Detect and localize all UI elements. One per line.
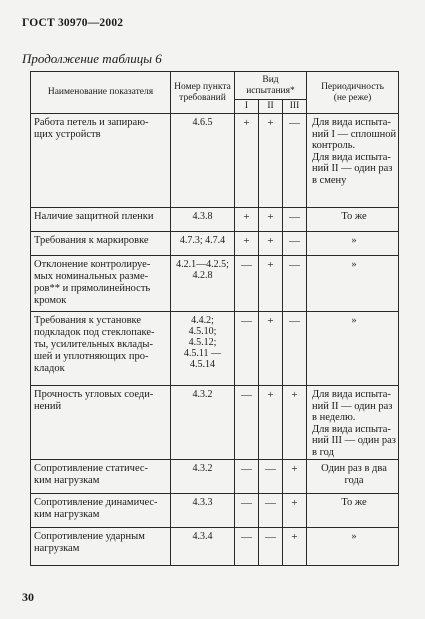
cell-text-line: нагрузкам [34, 543, 80, 554]
header-ref-line: требований [179, 92, 226, 103]
cell-mark: + [283, 460, 307, 494]
cell-mark: + [235, 114, 259, 208]
cell-text-line: ний III — один раз [312, 435, 396, 446]
cell-text-line: ким нагрузкам [34, 475, 100, 486]
cell-mark: — [259, 460, 283, 494]
cell-text-line: контроль. [312, 140, 356, 151]
cell-mark: — [235, 312, 259, 386]
cell-text-line: 4.5.14 [190, 359, 215, 370]
cell-text-line: 4.2.8 [192, 270, 213, 281]
cell-mark: + [259, 312, 283, 386]
cell-period [307, 494, 399, 528]
header-ref-line: Номер пункта [174, 81, 231, 92]
cell-name [31, 232, 171, 256]
cell-ref [171, 460, 235, 494]
cell-period [307, 208, 399, 232]
cell-text-line: 4.3.4 [192, 531, 213, 542]
cell-name [31, 494, 171, 528]
cell-ref [171, 256, 235, 312]
cell-ref [171, 386, 235, 460]
cell-text-line: Сопротивление ударным [34, 531, 145, 542]
cell-mark: + [259, 232, 283, 256]
cell-text-line: » [351, 531, 357, 542]
cell-text-line: Сопротивление динамичес- [34, 497, 158, 508]
table-row [31, 494, 399, 528]
document-header-title: ГОСТ 30970—2002 [22, 17, 124, 29]
cell-text-line: ким нагрузкам [34, 509, 100, 520]
cell-ref [171, 528, 235, 566]
header-name: Наименование показателя [31, 72, 171, 114]
page-number: 30 [22, 590, 34, 604]
cell-period [307, 386, 399, 460]
cell-ref [171, 208, 235, 232]
cell-name [31, 114, 171, 208]
cell-mark: + [283, 528, 307, 566]
cell-name [31, 256, 171, 312]
cell-text-line: ров** и прямолинейность [34, 283, 151, 294]
cell-ref [171, 312, 235, 386]
cell-mark: — [235, 386, 259, 460]
header-period-line: Периодичность [321, 81, 384, 92]
table-row [31, 208, 399, 232]
table-row [31, 232, 399, 256]
cell-text-line: Сопротивление статичес- [34, 463, 149, 474]
cell-text-line: Для вида испыта- [312, 389, 391, 400]
table-row [31, 114, 399, 208]
cell-period [307, 460, 399, 494]
header-test [235, 72, 307, 100]
cell-text-line: нений [34, 401, 62, 412]
table-row [31, 460, 399, 494]
cell-text-line: 4.3.8 [192, 211, 213, 222]
header-test-line: испытания* [246, 85, 295, 96]
cell-mark: — [235, 256, 259, 312]
cell-period [307, 114, 399, 208]
cell-mark: — [283, 114, 307, 208]
cell-mark: — [283, 312, 307, 386]
cell-mark: — [283, 256, 307, 312]
cell-text-line: 4.3.2 [192, 389, 213, 400]
cell-period [307, 256, 399, 312]
header-test-i: I [235, 100, 259, 114]
cell-text-line: Для вида испыта- [312, 117, 391, 128]
cell-mark: + [235, 208, 259, 232]
cell-text-line: 4.5.12; [188, 337, 217, 348]
cell-mark: — [283, 232, 307, 256]
cell-text-line: в неделю. [312, 412, 356, 423]
cell-mark: — [259, 528, 283, 566]
cell-text-line: 4.5.11 — [183, 348, 222, 359]
cell-text-line: кладок [34, 363, 65, 374]
cell-text-line: ний II — один раз [312, 163, 393, 174]
header-test-ii: II [259, 100, 283, 114]
cell-text-line: 4.7.3; 4.7.4 [179, 235, 226, 246]
cell-mark: + [259, 114, 283, 208]
cell-mark: + [283, 386, 307, 460]
cell-text-line: 4.6.5 [192, 117, 213, 128]
cell-mark: + [259, 386, 283, 460]
cell-period [307, 312, 399, 386]
cell-text-line: То же [341, 211, 367, 222]
cell-text-line: ний II — один раз [312, 400, 393, 412]
header-test-line: Вид [262, 74, 279, 85]
cell-text-line: кромок [34, 295, 67, 306]
cell-name [31, 460, 171, 494]
cell-text-line: Для вида испыта- [312, 151, 391, 163]
cell-name [31, 208, 171, 232]
cell-name [31, 312, 171, 386]
cell-ref [171, 494, 235, 528]
cell-text-line: 4.5.10; [188, 326, 217, 337]
cell-text-line: в смену [312, 174, 347, 186]
cell-ref [171, 114, 235, 208]
cell-period [307, 232, 399, 256]
table-row [31, 386, 399, 460]
cell-text-line: Прочность угловых соеди- [34, 389, 154, 400]
cell-text-line: ты, усилительных вклады- [34, 339, 153, 350]
cell-mark: — [235, 494, 259, 528]
cell-mark: + [259, 256, 283, 312]
cell-text-line: щих устройств [34, 129, 101, 140]
cell-text-line: Отклонение контролируе- [34, 259, 151, 270]
cell-text-line: Требования к установке [34, 315, 142, 326]
cell-text-line: в год [312, 446, 334, 458]
cell-name [31, 528, 171, 566]
header-period [307, 72, 399, 114]
cell-period [307, 528, 399, 566]
cell-text-line: Требования к маркировке [34, 235, 149, 246]
cell-mark: + [235, 232, 259, 256]
cell-text-line: Наличие защитной пленки [34, 211, 154, 222]
header-period-line: (не реже) [333, 92, 372, 103]
table-row [31, 528, 399, 566]
cell-name [31, 386, 171, 460]
cell-text-line: 4.3.3 [192, 497, 213, 508]
cell-text-line: То же [341, 497, 367, 508]
cell-text-line: 4.3.2 [192, 463, 213, 474]
table-caption: Продолжение таблицы 6 [22, 51, 162, 66]
table-row [31, 256, 399, 312]
cell-text-line: Работа петель и запираю- [34, 117, 149, 128]
cell-mark: — [259, 494, 283, 528]
cell-text-line: подкладок под стеклопаке- [34, 327, 155, 338]
cell-mark: + [283, 494, 307, 528]
cell-text-line: мых номинальных разме- [34, 271, 149, 282]
cell-text-line: ний I — сплошной [312, 128, 397, 140]
cell-text-line: шей и уплотняющих про- [34, 351, 149, 362]
cell-text-line: Один раз в два года [321, 463, 387, 486]
requirements-table [30, 71, 399, 566]
cell-mark: — [235, 460, 259, 494]
cell-text-line: » [351, 235, 357, 246]
cell-mark: — [235, 528, 259, 566]
cell-text-line: » [351, 259, 357, 270]
header-ref [171, 72, 235, 114]
cell-text-line: » [351, 315, 357, 326]
table-row [31, 312, 399, 386]
cell-text-line: Для вида испыта- [312, 423, 391, 435]
cell-mark: — [283, 208, 307, 232]
cell-mark: + [259, 208, 283, 232]
cell-text-line: 4.2.1—4.2.5; [176, 259, 229, 270]
cell-text-line: 4.4.2; [191, 315, 214, 326]
header-test-iii: III [283, 100, 307, 114]
cell-ref [171, 232, 235, 256]
